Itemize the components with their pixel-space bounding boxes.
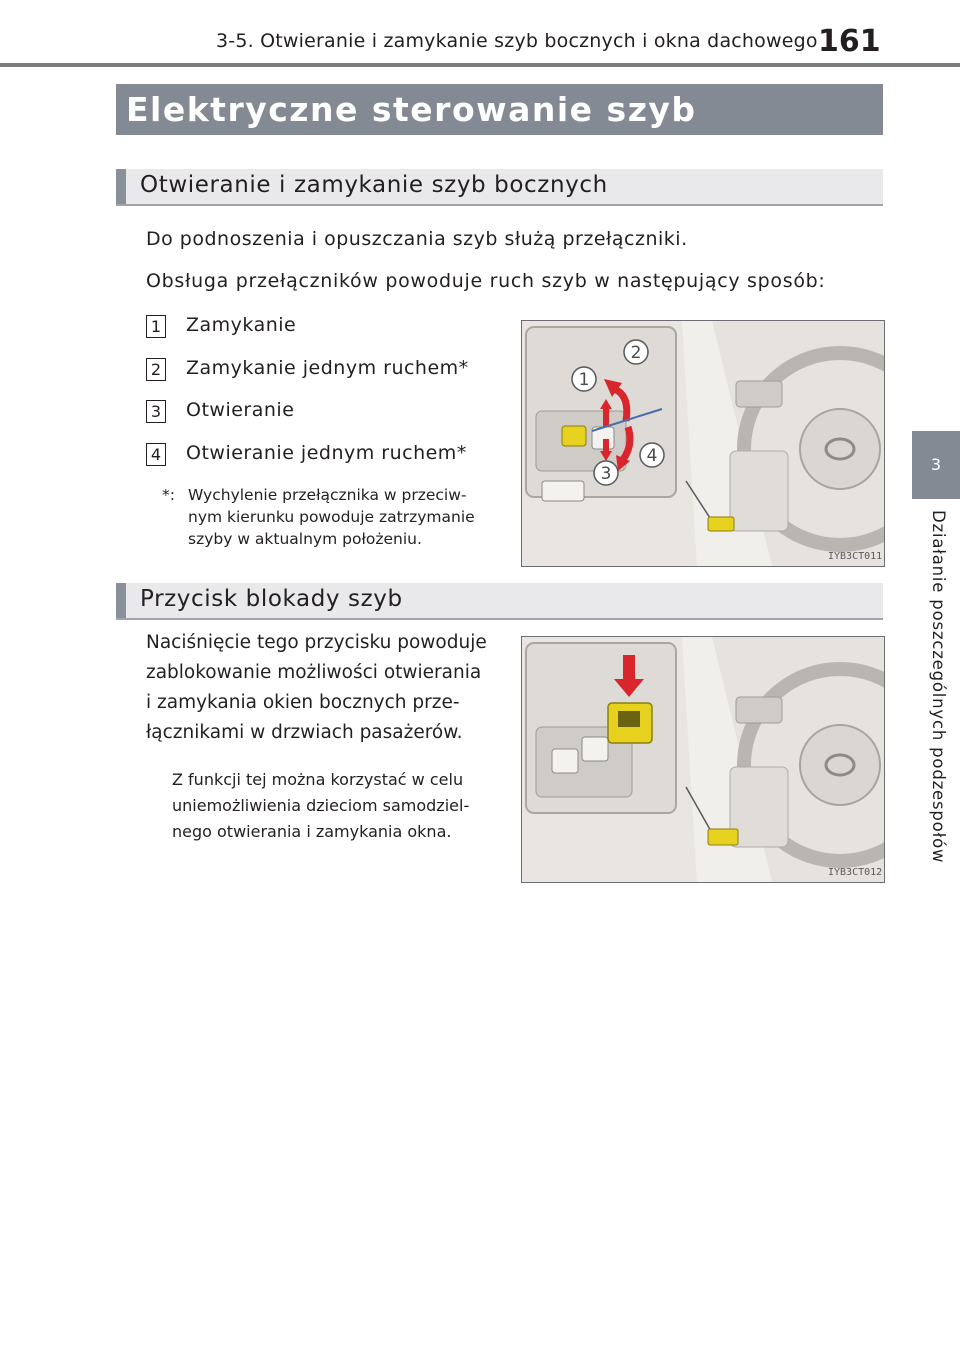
footnote-line: Wychylenie przełącznika w przeciw- xyxy=(188,486,467,504)
lock-switch-illustration xyxy=(522,637,884,882)
section1-intro-2: Obsługa przełączników powoduje ruch szyb w następujący sposób: xyxy=(146,270,826,292)
footnote-line: nym kierunku powoduje zatrzymanie xyxy=(188,508,475,526)
figure-code: IYB3CT011 xyxy=(828,551,883,562)
section1-intro-1: Do podnoszenia i opuszczania szyb służą przełączniki. xyxy=(146,228,688,250)
note-line: nego otwierania i zamykania okna. xyxy=(172,822,452,841)
window-switch-illustration xyxy=(522,321,884,566)
page-number: 161 xyxy=(818,24,881,59)
header-rule xyxy=(0,63,960,67)
item-2-label: Zamykanie jednym ruchem* xyxy=(186,357,469,379)
section1-heading: Otwieranie i zamykanie szyb bocznych xyxy=(140,172,608,198)
footnote-mark: *: xyxy=(162,486,175,504)
footnote-line: szyby w aktualnym położeniu. xyxy=(188,530,422,548)
item-2-number: 2 xyxy=(146,358,166,381)
figure-callout: 1 xyxy=(578,370,590,390)
chapter-label-container xyxy=(912,510,960,910)
paragraph-line: zablokowanie możliwości otwierania xyxy=(146,662,482,683)
note-line: Z funkcji tej można korzystać w celu xyxy=(172,770,464,789)
figure-callout: 3 xyxy=(600,464,612,484)
chapter-label: Działanie poszczególnych podzespołów xyxy=(929,510,948,864)
page-title: Elektryczne sterowanie szyb xyxy=(126,90,697,129)
paragraph-line: Naciśnięcie tego przycisku powoduje xyxy=(146,632,487,653)
item-3-label: Otwieranie xyxy=(186,399,295,421)
figure-callout: 4 xyxy=(646,446,658,466)
paragraph-line: i zamykania okien bocznych prze- xyxy=(146,692,460,713)
section2-note xyxy=(172,767,508,845)
chapter-tab: 3 xyxy=(912,431,960,499)
item-3-number: 3 xyxy=(146,400,166,423)
section2-heading: Przycisk blokady szyb xyxy=(140,586,403,612)
window-switch-figure xyxy=(521,320,885,567)
figure-callout: 2 xyxy=(630,343,642,363)
item-1-label: Zamykanie xyxy=(186,314,297,336)
footnote-text xyxy=(188,484,508,550)
lock-switch-shape xyxy=(562,426,586,446)
section2-paragraph xyxy=(146,628,496,748)
section2-heading-bar xyxy=(116,583,883,620)
figure-code: IYB3CT012 xyxy=(828,867,883,878)
section1-heading-bar xyxy=(116,169,883,206)
item-4-number: 4 xyxy=(146,443,166,466)
lock-switch-figure xyxy=(521,636,885,883)
item-4-label: Otwieranie jednym ruchem* xyxy=(186,442,467,464)
paragraph-line: łącznikami w drzwiach pasażerów. xyxy=(146,722,463,743)
page-title-bar xyxy=(116,84,883,135)
note-line: uniemożliwienia dzieciom samodziel- xyxy=(172,796,470,815)
running-header: 3-5. Otwieranie i zamykanie szyb bocznych i okna dachowego xyxy=(216,30,818,52)
item-1-number: 1 xyxy=(146,315,166,338)
